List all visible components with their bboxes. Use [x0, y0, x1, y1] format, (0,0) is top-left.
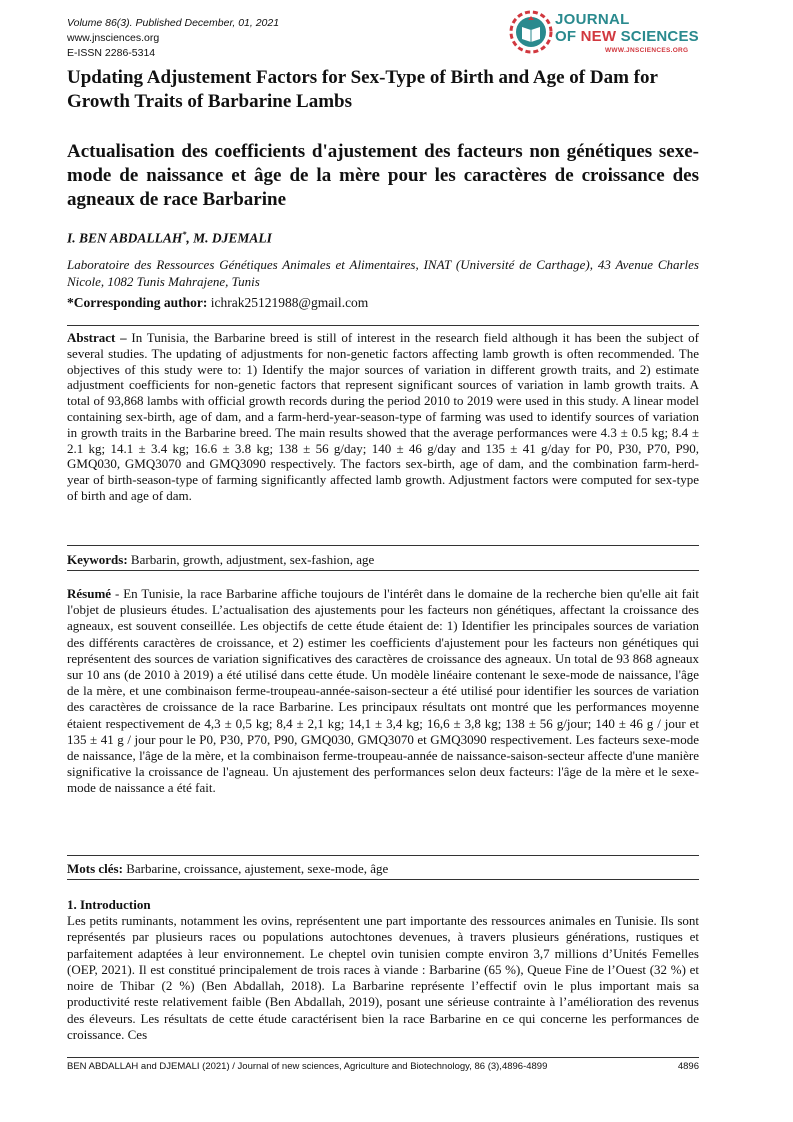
- footer-citation: BEN ABDALLAH and DJEMALI (2021) / Journal of new sciences, Agriculture and Biotechnology, 86 (3),4896-4899: [67, 1061, 548, 1072]
- author-line: [67, 230, 272, 247]
- title-english: Updating Adjustement Factors for Sex-Type of Birth and Age of Dam for Growth Traits of Barbarine Lambs: [67, 67, 658, 112]
- logo-sciences: SCIENCES: [620, 28, 699, 45]
- corresponding-author: [67, 295, 368, 311]
- issn-line: E-ISSN 2286-5314: [67, 47, 156, 59]
- author-second: , M. DJEMALI: [186, 230, 272, 246]
- logo-line-journal: JOURNAL: [555, 11, 630, 28]
- affiliation: Laboratoire des Ressources Génétiques Animales et Alimentaires, INAT (Université de Carthage), 43 Avenue Charles Nicole, 1082 Tunis Mahrajene, Tunis: [67, 257, 699, 289]
- keywords-label: Keywords:: [67, 552, 128, 567]
- corresponding-label: *Corresponding author:: [67, 295, 208, 310]
- website-line: www.jnsciences.org: [67, 32, 160, 44]
- page-number: 4896: [677, 1061, 699, 1072]
- volume-line: Volume 86(3). Published December, 01, 2021: [67, 17, 280, 29]
- author-first: I. BEN ABDALLAH: [67, 230, 183, 246]
- introduction-text: Les petits ruminants, notamment les ovins, représentent une part importante des ressources animales en Tunisie. Ils sont représentés par plusieurs races ou populations autochtones devenues, à travers plusieurs générations, rustiques et parfaitement adaptées à leur environnement. Le cheptel ovin tunisien compte environ 3,7 millions d’Unités Femelles (OEP, 2021). Il est constitué principalement de trois races à viande : Barbarine (65 %), Queue Fine de l’Ouest (32 %) et noire de Thibar (2 %) (Ben Abdallah, 2018). La Barbarine représente l’effectif ovin le plus important mais sa productivité reste relativement faible (Ben Abdallah, 2019), posant une sérieuse contrainte à l’amélioration des revenus des éleveurs. Les résultats de cette étude caractérisent bien la race Barbarine en ce qui concerne les performances de croissance. Ces: [67, 913, 699, 1043]
- abstract-text: In Tunisia, the Barbarine breed is still of interest in the research field although it has been the subject of several studies. The updating of adjustments for non-genetic factors affecting lamb growth is often recommended. The objectives of this study were to: 1) Identify the major sources of variation in different growth traits, and 2) estimate adjustment coefficients for non-genetic factors that represent significant sources of variation in lamb growth traits. A total of 93,868 lambs with official growth records during the period 2010 to 2019 were used in this study. A linear model containing sex-birth, age of dam, and a farm-herd-year-season-type of farming was used to identify sources of variation in growth traits in the Barbarine breed. The main results showed that the average performances were 4.3 ± 0.5 kg; 8.4 ± 2.1 kg; 14.1 ± 3.4 kg; 16.6 ± 3.8 kg; 138 ± 56 g/day; 140 ± 46 g/day and 135 ± 41 g/day for P0, P30, P70, P90, GMQ030, GMQ3070 and GMQ3090 respectively. The factors sex-birth, age of dam, and the combination farm-herd-year of birth-season-type of farming significantly affected lamb growth. Adjustment factors were computed for sex-type of birth and age of dam.: [67, 330, 699, 503]
- logo-url: WWW.JNSCIENCES.ORG: [605, 47, 689, 54]
- keywords-text: Barbarin, growth, adjustment, sex-fashion, age: [127, 552, 375, 567]
- logo-line-new-sciences: [555, 28, 699, 45]
- book-seal-icon: [509, 10, 553, 54]
- keywords: [67, 552, 374, 568]
- title-french: Actualisation des coefficients d'ajustement des facteurs non génétiques sexe-mode de naissance et âge de la mère pour les caractères de croissance des agneaux de race Barbarine: [67, 141, 699, 210]
- divider-keywords: [67, 570, 699, 571]
- divider-top-mots-cles: [67, 855, 699, 856]
- footer: [67, 1061, 699, 1072]
- mots-cles-label: Mots clés:: [67, 861, 123, 876]
- footer-divider: [67, 1057, 699, 1058]
- logo-new: NEW: [580, 28, 617, 45]
- abstract-block: [67, 330, 699, 504]
- divider-top-abstract: [67, 325, 699, 326]
- mots-cles-text: Barbarine, croissance, ajustement, sexe-mode, âge: [122, 861, 389, 876]
- divider-bottom-abstract: [67, 545, 699, 546]
- resume-text: - En Tunisie, la race Barbarine affiche toujours de l'intérêt dans le domaine de la recherche bien qu'elle ait fait l'objet de plusieurs études. L’actualisation des ajustements pour les facteurs non génétiques, affectant la croissance des agneaux, est souvent conseillée. Les objectifs de cette étude étaient de: 1) Identifier les principales sources de variation des différents caractères de croissance, et 2) estimer les coefficients d'ajustement pour les facteurs non génétiques qui représentent des sources de variation significatives des caractères de croissance des agneaux. Un total de 93 868 agneaux sur 10 ans (de 2010 à 2019) a été utilisé dans cette étude. Un modèle linéaire contenant le sexe-mode de naissance, l'âge de la mère, et une combinaison ferme-troupeau-année-saison-secteur a été utilisé pour identifier les sources de variation des caractères de croissance de la race Barbarine. Les principaux résultats ont montré que les performances moyenne étaient respectivement de 4,3 ± 0,5 kg; 8,4 ± 2,1 kg; 14,1 ± 3,4 kg; 16,6 ± 3,8 kg; 138 ± 56 g/jour; 140 ± 46 g / jour et 135 ± 41 g / jour pour le P0, P30, P70, P90, GMQ030, GMQ3070 et GMQ3090 respectivement. Les facteurs sexe-mode de naissance, l'âge de la mère, et la combinaison ferme-troupeau-année de naissance-saison-secteur affecte d'une manière significative la croissance de l'agneau. Un ajustement des performances selon deux facteurs: l'âge de la mère et le sexe-mode de naissance a été fait.: [67, 586, 699, 796]
- corresponding-email: ichrak25121988@gmail.com: [207, 295, 369, 310]
- journal-meta: [67, 16, 279, 61]
- resume-label: Résumé: [67, 586, 112, 601]
- resume-block: [67, 586, 699, 797]
- logo-of: OF: [555, 28, 577, 45]
- divider-bottom-mots-cles: [67, 879, 699, 880]
- mots-cles: [67, 861, 388, 877]
- abstract-label: Abstract –: [67, 330, 127, 345]
- journal-logo: [509, 10, 709, 64]
- corresponding-mark: *: [182, 230, 187, 239]
- introduction-heading: 1. Introduction: [67, 897, 151, 912]
